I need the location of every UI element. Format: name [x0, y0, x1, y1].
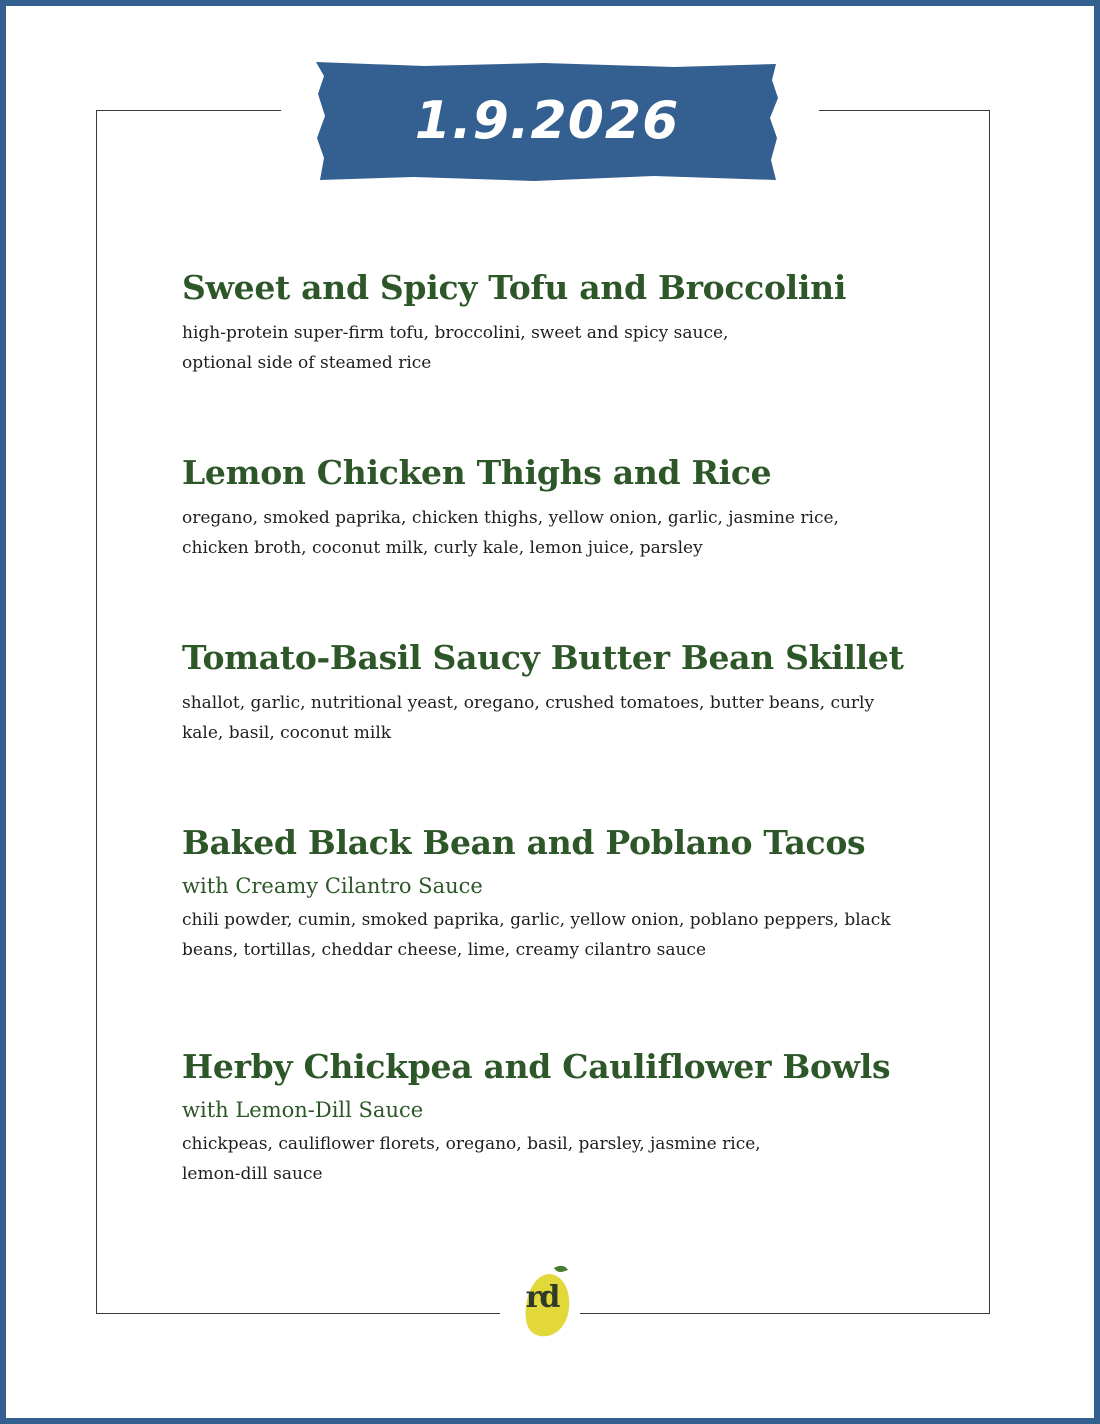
menu-item-tacos: [182, 817, 942, 965]
menu-item-title: Sweet and Spicy Tofu and Broccolini: [182, 268, 847, 307]
menu-item-description: [182, 688, 942, 748]
description-line: chili powder, cumin, smoked paprika, garlic, yellow onion, poblano peppers, black: [182, 910, 891, 930]
description-line: kale, basil, coconut milk: [182, 723, 392, 743]
description-line: chicken broth, coconut milk, curly kale, lemon juice, parsley: [182, 538, 703, 558]
menu-item-description: [182, 503, 942, 563]
menu-item-title: Tomato-Basil Saucy Butter Bean Skillet: [182, 638, 904, 677]
description-line: optional side of steamed rice: [182, 353, 432, 373]
menu-item-lemon-chicken: [182, 447, 942, 563]
menu-item-description: [182, 318, 942, 378]
description-line: shallot, garlic, nutritional yeast, oregano, crushed tomatoes, butter beans, curly: [182, 693, 875, 713]
menu-item-butter-bean: [182, 632, 942, 748]
menu-item-title: Herby Chickpea and Cauliflower Bowls: [182, 1047, 891, 1086]
menu-item-title: Lemon Chicken Thighs and Rice: [182, 453, 772, 492]
menu-item-subtitle: with Creamy Cilantro Sauce: [182, 874, 483, 898]
date-label: 1.9.2026: [414, 91, 680, 151]
logo-monogram: rd: [525, 1280, 559, 1315]
menu-item-tofu: [182, 262, 942, 378]
brand-logo: [514, 1262, 574, 1338]
description-line: beans, tortillas, cheddar cheese, lime, creamy cilantro sauce: [182, 940, 707, 960]
description-line: high-protein super-firm tofu, broccolini, sweet and spicy sauce,: [182, 323, 729, 343]
menu-item-title: Baked Black Bean and Poblano Tacos: [182, 823, 866, 862]
menu-item-subtitle: with Lemon-Dill Sauce: [182, 1098, 424, 1122]
menu-item-description: [182, 905, 942, 965]
date-banner: [314, 60, 780, 182]
description-line: lemon-dill sauce: [182, 1164, 323, 1184]
menu-item-description: [182, 1129, 942, 1189]
menu-item-chickpea-bowls: [182, 1041, 942, 1189]
description-line: oregano, smoked paprika, chicken thighs, yellow onion, garlic, jasmine rice,: [182, 508, 839, 528]
description-line: chickpeas, cauliflower florets, oregano, basil, parsley, jasmine rice,: [182, 1134, 761, 1154]
